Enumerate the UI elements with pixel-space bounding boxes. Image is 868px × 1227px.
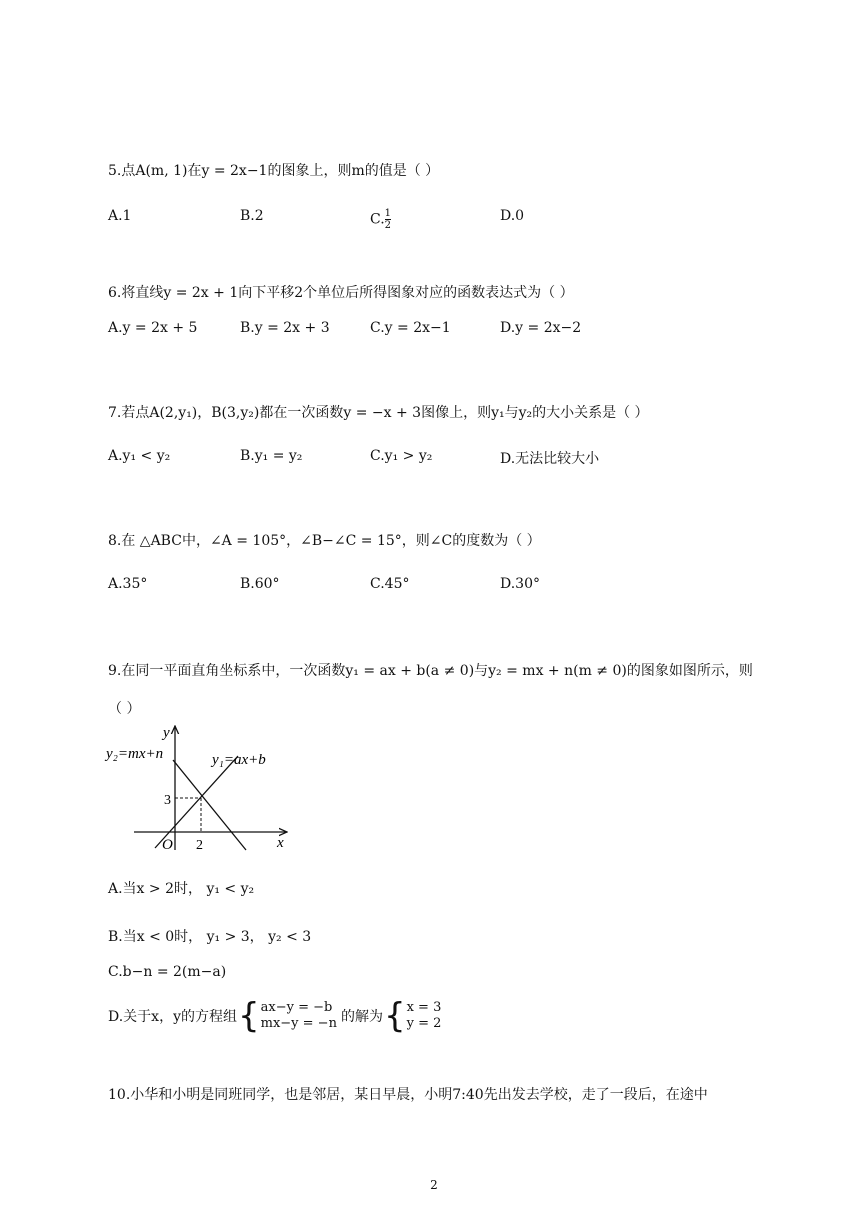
option-c-prefix: C. [370, 211, 385, 228]
question-9-stem: 9.在同一平面直角坐标系中，一次函数y₁ = ax + b(a ≠ 0)与y₂ = mx + n(m ≠ 0)的图象如图所示，则 [108, 663, 753, 679]
question-6-option-c[interactable]: C.y = 2x−1 [370, 320, 451, 336]
question-7-option-a[interactable]: A.y₁ < y₂ [108, 448, 171, 464]
question-10-stem: 10.小华和小明是同班同学，也是邻居，某日早晨，小明7:40先出发去学校，走了一段后，在途中 [108, 1087, 708, 1103]
question-7-option-c[interactable]: C.y₁ > y₂ [370, 448, 433, 464]
tick-x-label: 2 [196, 838, 203, 852]
question-8-option-a[interactable]: A.35° [108, 576, 148, 592]
question-6-option-a[interactable]: A.y = 2x + 5 [108, 320, 198, 336]
fraction-denominator: 2 [384, 220, 392, 231]
axis-y-label: y [163, 725, 170, 741]
question-9-option-b[interactable]: B.当x < 0时， y₁ > 3， y₂ < 3 [108, 929, 312, 945]
question-5-option-d[interactable]: D.0 [500, 208, 525, 224]
fraction-one-half [385, 208, 391, 231]
origin-label: O [162, 837, 173, 852]
page-number: 2 [430, 1178, 438, 1192]
equation-system-2 [407, 1000, 442, 1032]
equation-1b: mx−y = −n [260, 1016, 337, 1031]
question-8-option-c[interactable]: C.45° [370, 576, 410, 592]
system-brace-1: { [237, 996, 260, 1036]
question-9-stem-bracket: （ ） [108, 701, 141, 717]
question-8-option-d[interactable]: D.30° [500, 576, 540, 592]
equation-2a: x = 3 [406, 1000, 442, 1015]
option-d-prefix: D.关于x，y的方程组 [108, 1009, 237, 1025]
label-y1: y₁=ax+b [212, 752, 266, 768]
label-y2: y₂=mx+n [106, 746, 164, 762]
equation-system-1 [261, 1000, 337, 1032]
fraction-numerator: 1 [384, 208, 392, 219]
line-y2 [173, 760, 246, 850]
question-5-option-a[interactable]: A.1 [108, 208, 132, 224]
equation-2b: y = 2 [406, 1016, 442, 1031]
question-6-option-b[interactable]: B.y = 2x + 3 [240, 320, 330, 336]
question-8-option-b[interactable]: B.60° [240, 576, 280, 592]
question-9-option-a[interactable]: A.当x > 2时， y₁ < y₂ [108, 881, 255, 897]
option-d-mid: 的解为 [340, 1009, 383, 1025]
question-7-option-d[interactable]: D.无法比较大小 [500, 451, 600, 467]
system-brace-2: { [383, 996, 406, 1036]
question-9-graph [100, 722, 300, 852]
tick-y-label: 3 [164, 793, 171, 808]
question-7-stem: 7.若点A(2,y₁)，B(3,y₂)都在一次函数y = −x + 3图像上，则y₁与y₂的大小关系是（ ） [108, 405, 649, 421]
question-9-option-c[interactable]: C.b−n = 2(m−a) [108, 964, 227, 980]
question-7-option-b[interactable]: B.y₁ = y₂ [240, 448, 303, 464]
equation-1a: ax−y = −b [260, 1000, 333, 1015]
question-5-option-b[interactable]: B.2 [240, 208, 264, 224]
question-6-option-d[interactable]: D.y = 2x−2 [500, 320, 582, 336]
question-5-option-c[interactable] [370, 208, 391, 231]
axis-x-label: x [277, 835, 284, 851]
question-9-option-d[interactable] [108, 996, 441, 1036]
question-5-stem: 5.点A(m, 1)在y = 2x−1的图象上，则m的值是（ ） [108, 163, 440, 179]
question-8-stem: 8.在 △ABC中，∠A = 105°，∠B−∠C = 15°，则∠C的度数为（ ） [108, 533, 541, 549]
question-6-stem: 6.将直线y = 2x + 1向下平移2个单位后所得图象对应的函数表达式为（ ） [108, 285, 574, 301]
